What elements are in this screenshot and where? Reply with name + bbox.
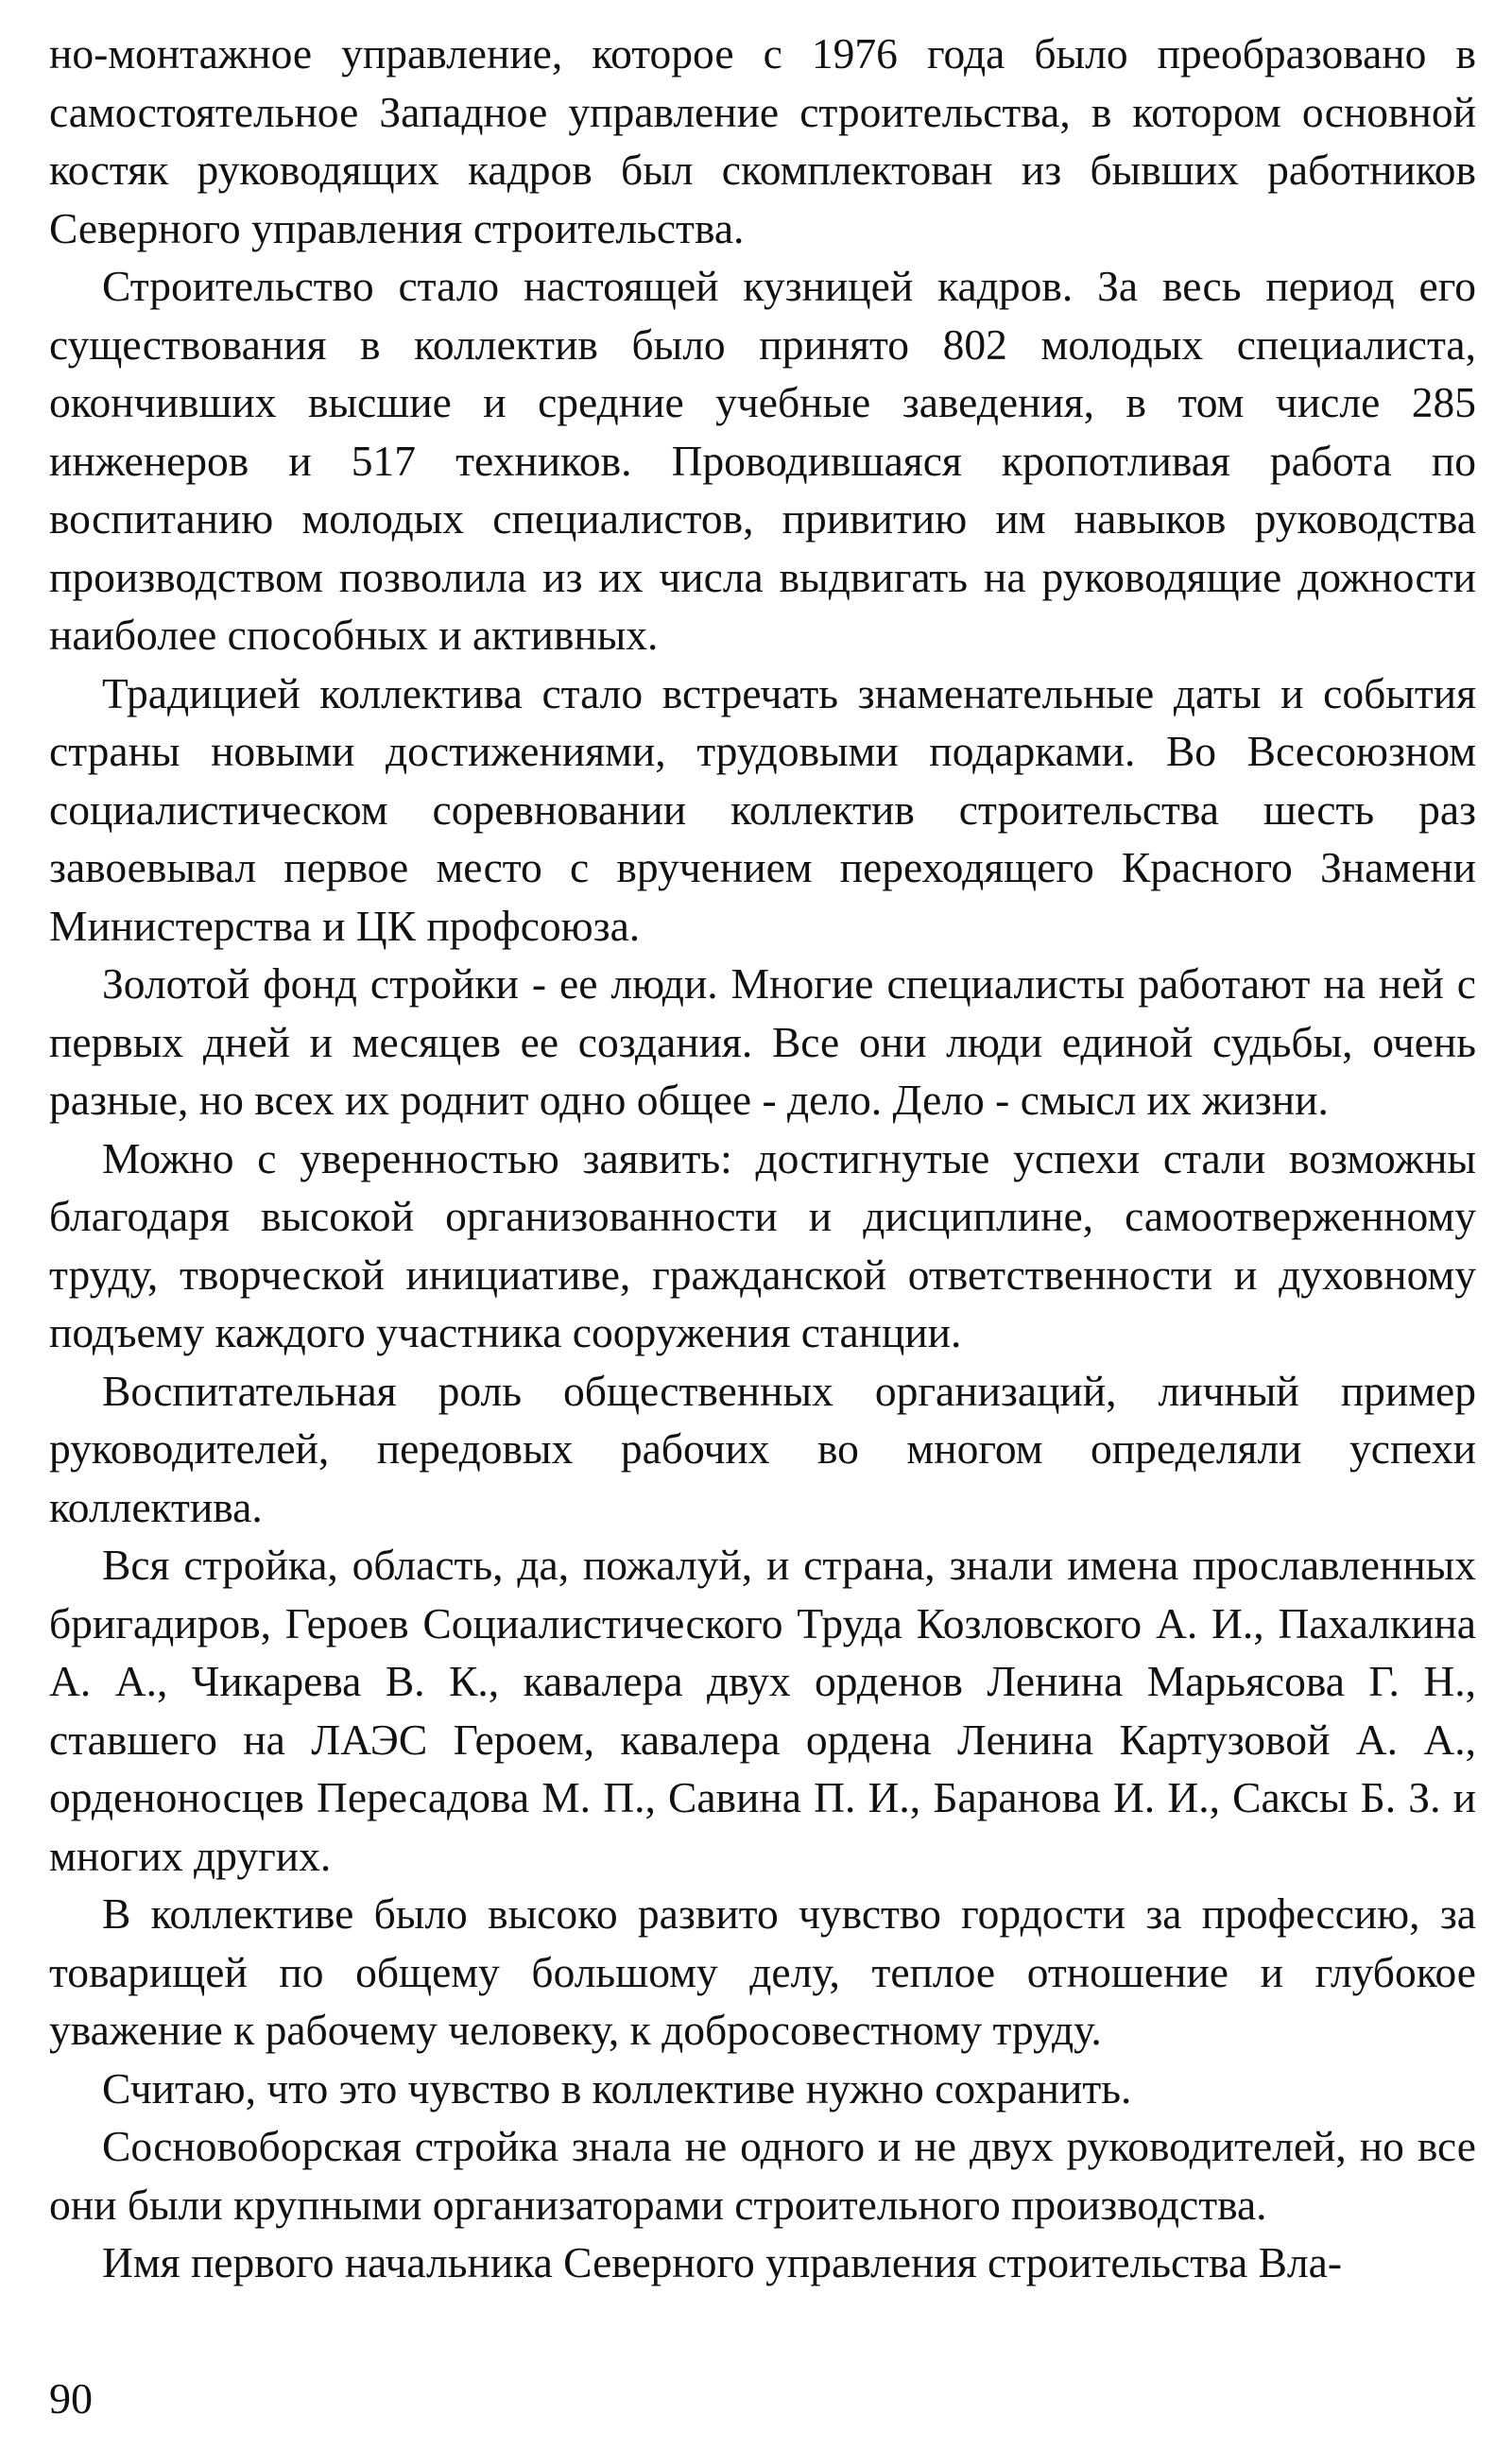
paragraph-9: Считаю, что это чувство в коллективе нужно сохранить.: [102, 2063, 1132, 2113]
paragraph-3: Традицией коллектива стало встречать знаменательные даты и события страны новыми достижениями, трудовыми подарками. Во Всесоюзном социалистическом соревновании коллектив строительства шесть раз завоевывал первое место с вручением переходящего Красного Знамени Министерства и ЦК профсоюза.: [49, 668, 1476, 950]
paragraph-6: Воспитательная роль общественных организаций, личный пример руководителей, передовых рабочих во многом определяли успехи коллектива.: [49, 1366, 1476, 1531]
paragraph-8: В коллективе было высоко развито чувство гордости за профессию, за товарищей по общему большому делу, теплое отношение и глубокое уважение к рабочему человеку, к добросовестному труду.: [49, 1889, 1476, 2054]
paragraph-2: Строительство стало настоящей кузницей кадров. За весь период его существования в коллектив было принято 802 молодых специалиста, окончивших высшие и средние учебные заведения, в том числе 285 инженеров и 517 техников. Проводившаяся кропотливая работа по воспитанию молодых специалистов, привитию им навыков руководства производством позволила из их числа выдвигать на руководящие дожности наиболее способных и активных.: [49, 262, 1476, 659]
paragraph-4: Золотой фонд стройки - ее люди. Многие специалисты работают на ней с первых дней и месяцев ее создания. Все они люди единой судьбы, очень разные, но всех их роднит одно общее - дело. Дело - смысл их жизни.: [49, 959, 1476, 1124]
paragraph-10: Сосновоборская стройка знала не одного и не двух руководителей, но все они были крупными организаторами строительного производства.: [49, 2122, 1476, 2229]
book-page-text: [49, 25, 1476, 2292]
paragraph-7: Вся стройка, область, да, пожалуй, и страна, знали имена прославленных бригадиров, Героев Социалистического Труда Козловского А. И., Пахалкина А. А., Чикарева В. К., кавалера двух орденов Ленина Марьясова Г. Н., ставшего на ЛАЭС Героем, кавалера ордена Ленина Картузовой А. А., орденоносцев Пересадова М. П., Савина П. И., Баранова И. И., Саксы Б. З. и многих других.: [49, 1541, 1476, 1880]
paragraph-1: но-монтажное управление, которое с 1976 года было преобразовано в самостоятельное Западное управление строительства, в котором основной костяк руководящих кадров был скомплектован из бывших работников Северного управления строительства.: [49, 29, 1476, 252]
paragraph-11: Имя первого начальника Северного управления строительства Вла-: [102, 2238, 1342, 2286]
paragraph-5: Можно с уверенностью заявить: достигнутые успехи стали возможны благодаря высокой организованности и дисциплине, самоотверженному труду, творческой инициативе, гражданской ответственности и духовному подъему каждого участника сооружения станции.: [49, 1133, 1476, 1356]
page-number: 90: [49, 2374, 93, 2423]
